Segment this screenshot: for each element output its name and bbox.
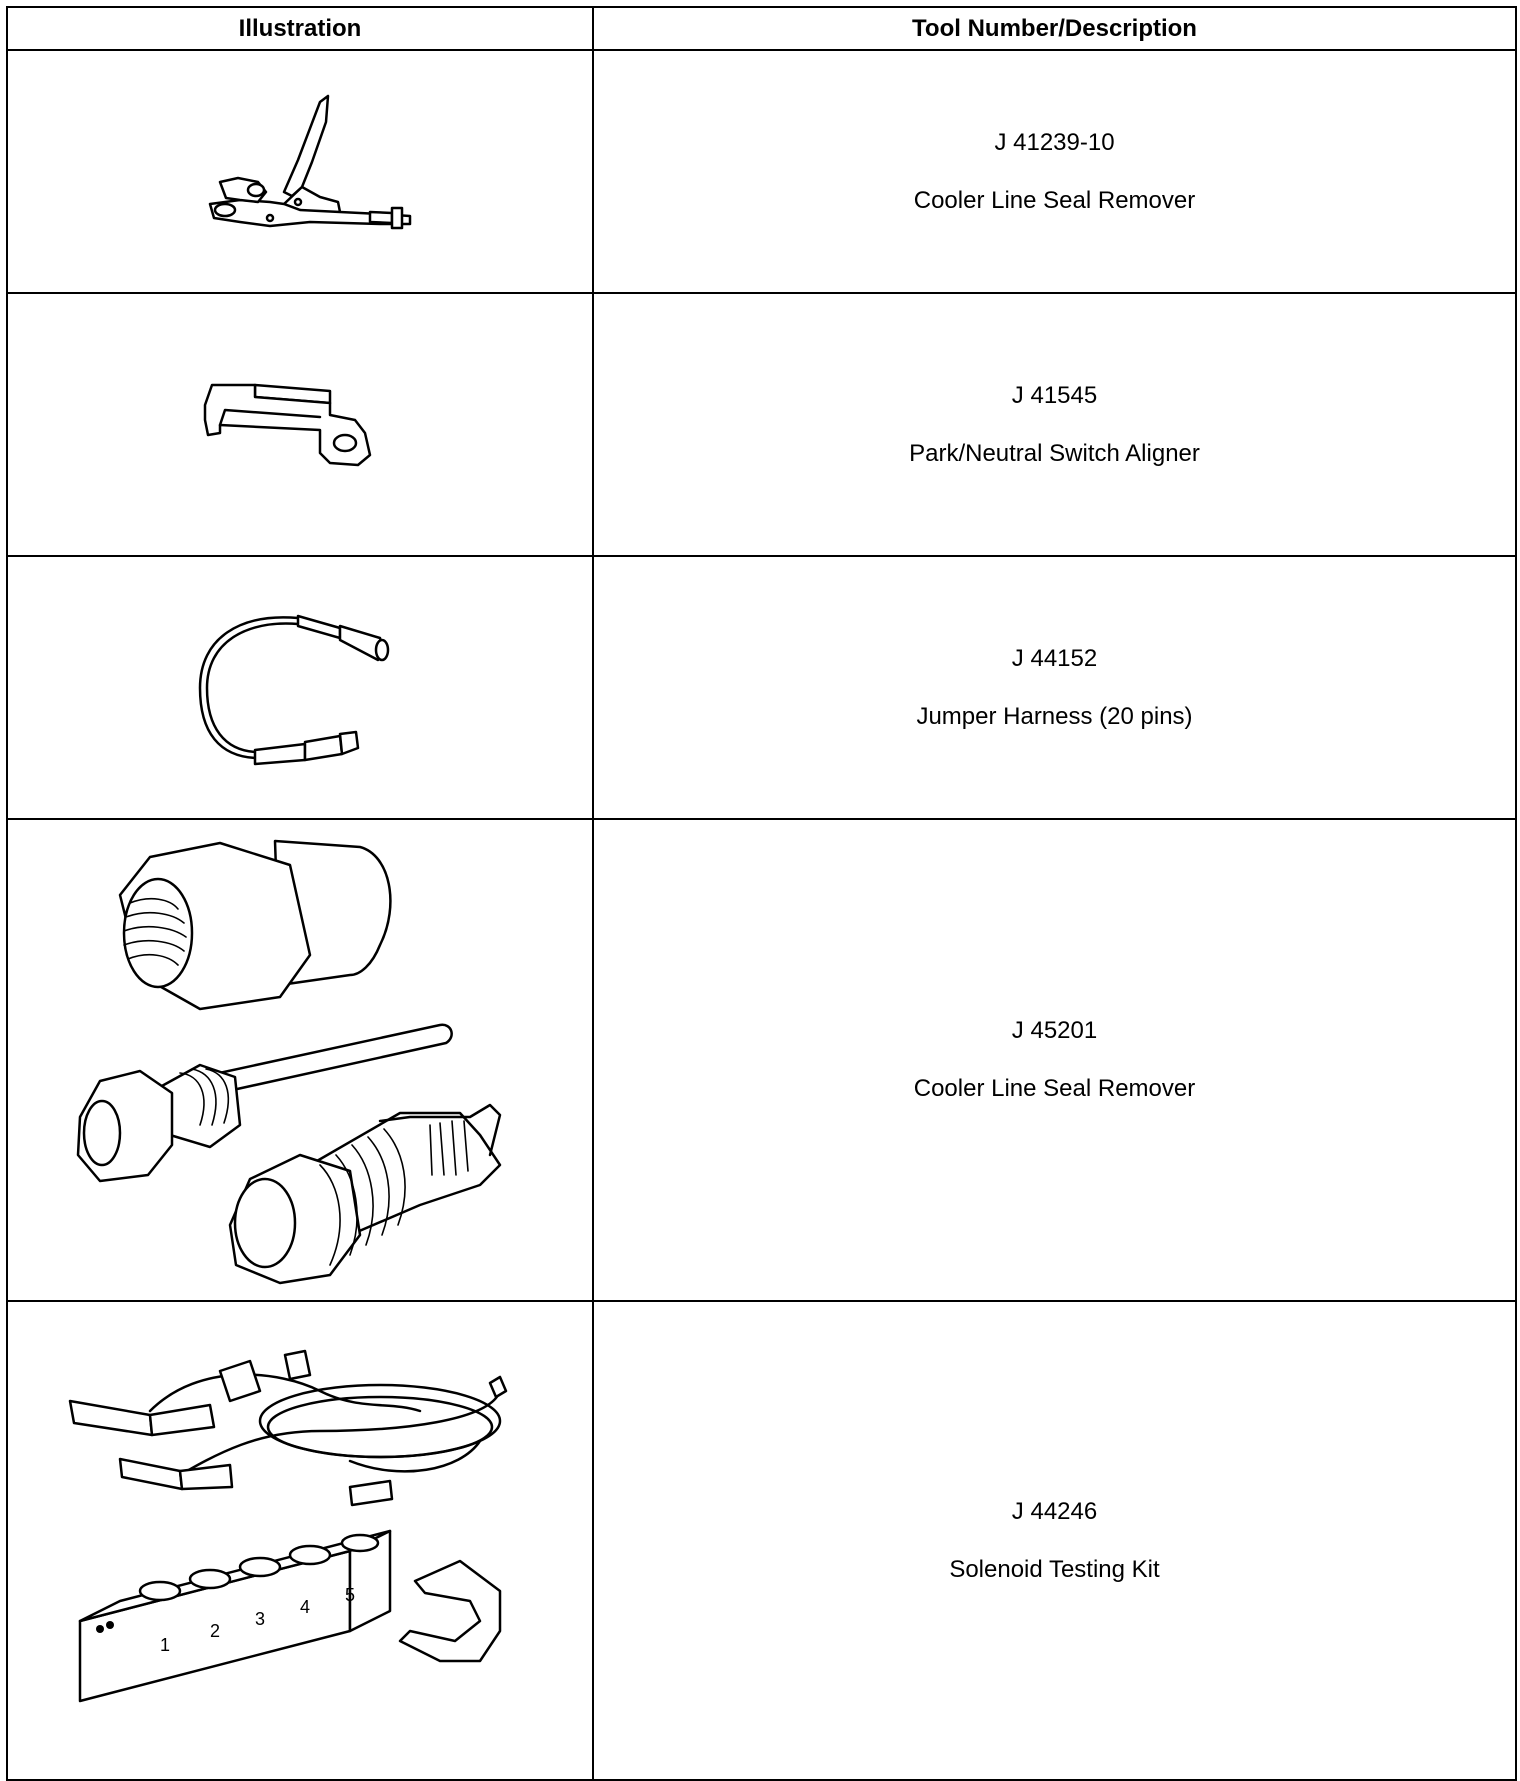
header-row bbox=[7, 7, 1516, 50]
tool-number: J 44246 bbox=[1011, 1497, 1098, 1525]
table-row bbox=[7, 293, 1516, 556]
switch-aligner-bracket-icon bbox=[180, 365, 420, 485]
table-row bbox=[7, 50, 1516, 293]
illustration-cell bbox=[7, 556, 593, 819]
tool-description-cell bbox=[593, 50, 1516, 293]
tool-description-cell bbox=[593, 293, 1516, 556]
tool-description: Solenoid Testing Kit bbox=[949, 1555, 1160, 1583]
tool-description: Jumper Harness (20 pins) bbox=[916, 702, 1193, 730]
block-number-1: 1 bbox=[160, 1634, 171, 1655]
table-row bbox=[7, 556, 1516, 819]
tool-description: Cooler Line Seal Remover bbox=[913, 1075, 1196, 1102]
table-row bbox=[7, 1301, 1516, 1780]
cooler-line-seal-remover-pliers-icon bbox=[180, 92, 420, 252]
special-tools-table bbox=[6, 6, 1517, 1781]
jumper-harness-cable-icon bbox=[180, 598, 420, 778]
solenoid-testing-kit-icon bbox=[60, 1331, 540, 1751]
tool-description-cell bbox=[593, 1301, 1516, 1780]
block-number-4: 4 bbox=[300, 1596, 311, 1617]
block-number-5: 5 bbox=[345, 1584, 356, 1605]
illustration-cell bbox=[7, 50, 593, 293]
tool-description-cell bbox=[593, 556, 1516, 819]
tool-number: J 45201 bbox=[1011, 1017, 1098, 1044]
tool-number: J 41239-10 bbox=[994, 128, 1115, 156]
tool-description-cell bbox=[593, 819, 1516, 1301]
illustration-cell bbox=[7, 819, 593, 1301]
seal-remover-set-icon bbox=[60, 825, 540, 1295]
tool-description: Cooler Line Seal Remover bbox=[913, 186, 1196, 214]
illustration-cell bbox=[7, 293, 593, 556]
table-row bbox=[7, 819, 1516, 1301]
block-number-3: 3 bbox=[255, 1608, 266, 1629]
tool-description: Park/Neutral Switch Aligner bbox=[909, 439, 1200, 467]
block-number-2: 2 bbox=[210, 1620, 221, 1641]
illustration-cell bbox=[7, 1301, 593, 1780]
header-illustration: Illustration bbox=[7, 7, 593, 50]
tool-number: J 44152 bbox=[1011, 644, 1098, 672]
tool-number: J 41545 bbox=[1011, 381, 1098, 409]
header-tool-number-description: Tool Number/Description bbox=[593, 7, 1516, 50]
